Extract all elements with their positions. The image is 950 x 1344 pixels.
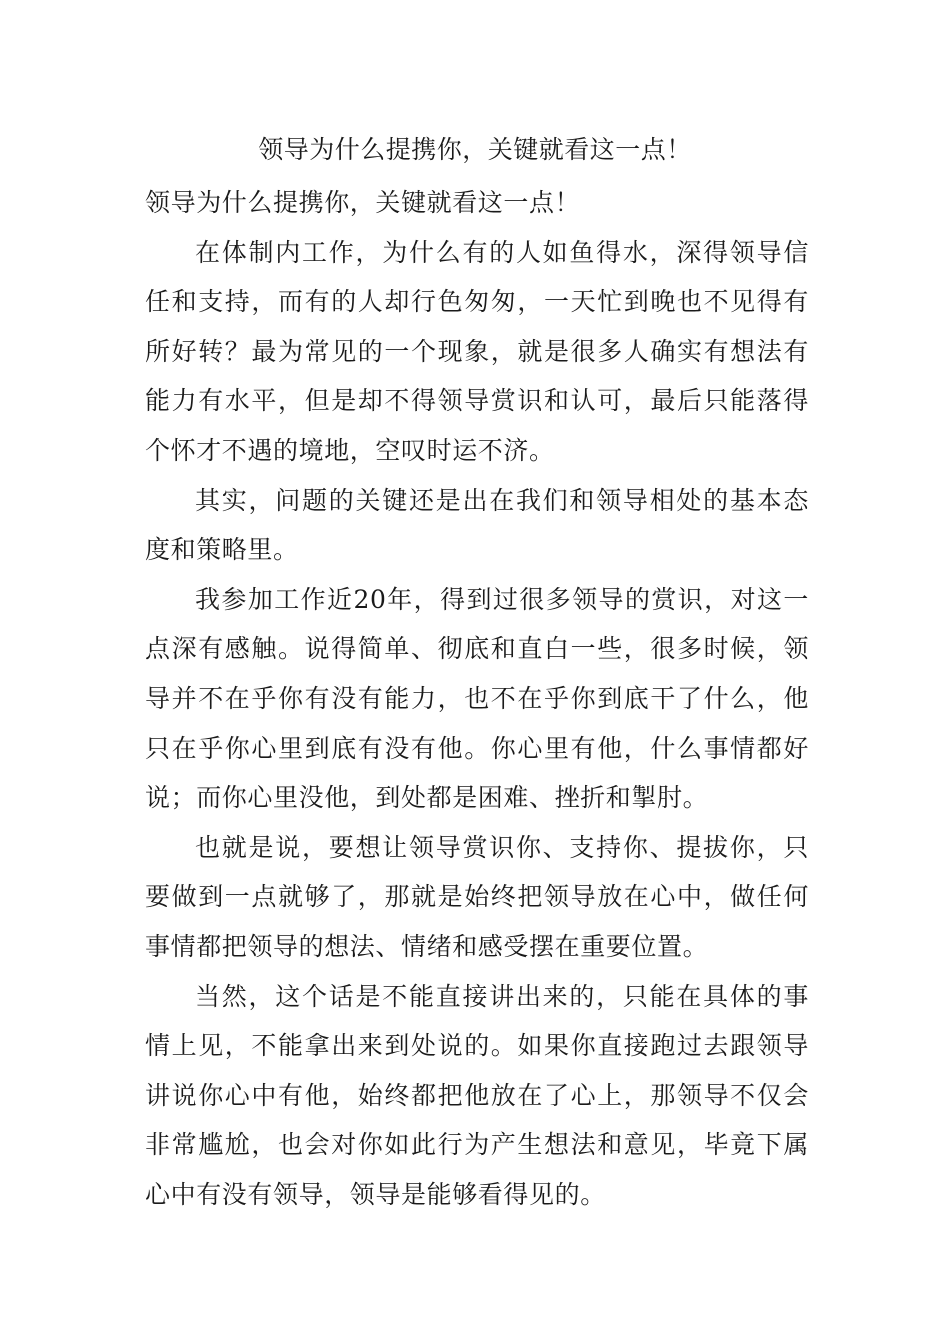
paragraph: 我参加工作近20年，得到过很多领导的赏识，对这一点深有感触。说得简单、彻底和直白一些，很多时候，领导并不在乎你有没有能力，也不在乎你到底干了什么，他只在乎你心里到底有没有他。你心里有他，什么事情都好说；而你心里没他，到处都是困难、挫折和掣肘。: [145, 584, 809, 813]
paragraph: 其实，问题的关键还是出在我们和领导相处的基本态度和策略里。: [145, 485, 809, 565]
paragraph: 在体制内工作，为什么有的人如鱼得水，深得领导信任和支持，而有的人却行色匆匆，一天忙到晚也不见得有所好转？最为常见的一个现象，就是很多人确实有想法有能力有水平，但是却不得领导赏识和认可，最后只能落得个怀才不遇的境地，空叹时运不济。: [145, 237, 809, 465]
document-subtitle: 领导为什么提携你，关键就看这一点！: [145, 188, 581, 217]
paragraph: 当然，这个话是不能直接讲出来的，只能在具体的事情上见，不能拿出来到处说的。如果你直接跑过去跟领导讲说你心中有他，始终都把他放在了心上，那领导不仅会非常尴尬，也会对你如此行为产生想法和意见，毕竟下属心中有没有领导，领导是能够看得见的。: [145, 981, 809, 1209]
paragraph: 也就是说，要想让领导赏识你、支持你、提拔你，只要做到一点就够了，那就是始终把领导放在心中，做任何事情都把领导的想法、情绪和感受摆在重要位置。: [145, 832, 809, 961]
document-title: 领导为什么提携你，关键就看这一点！: [258, 135, 692, 164]
document-body: [145, 178, 809, 1219]
